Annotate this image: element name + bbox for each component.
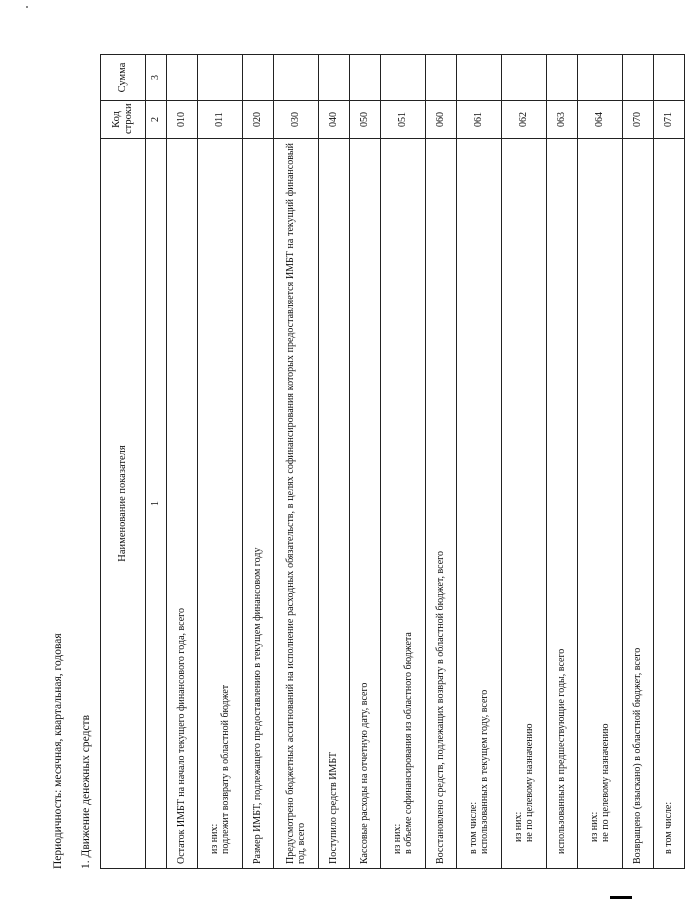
table-row	[547, 55, 578, 869]
row-code: 063	[547, 101, 578, 139]
table-row	[350, 55, 381, 869]
row-sum[interactable]	[243, 55, 274, 101]
header-sum: Сумма	[101, 55, 146, 101]
row-sum[interactable]	[457, 55, 502, 101]
row-sum[interactable]	[198, 55, 243, 101]
row-code: 010	[167, 101, 198, 139]
row-code: 011	[198, 101, 243, 139]
row-name: в том числе: использованных в текущем году, всего	[457, 139, 502, 869]
page-edge-mark	[610, 896, 632, 899]
row-name: из них: не по целевому назначению	[578, 139, 623, 869]
table-row	[198, 55, 243, 869]
row-sum[interactable]	[654, 55, 685, 101]
row-sum[interactable]	[502, 55, 547, 101]
table-row	[167, 55, 198, 869]
row-code: 071	[654, 101, 685, 139]
row-name: Поступило средств ИМБТ	[319, 139, 350, 869]
row-sum[interactable]	[426, 55, 457, 101]
section-title: 1. Движение денежных средств	[80, 715, 92, 869]
table-row	[623, 55, 654, 869]
header-line-code: Код строки	[101, 101, 146, 139]
table-row	[274, 55, 319, 869]
row-code: 030	[274, 101, 319, 139]
row-name: из них: в объеме софинансирования из областного бюджета	[381, 139, 426, 869]
row-code: 040	[319, 101, 350, 139]
table-row	[578, 55, 623, 869]
table-row	[319, 55, 350, 869]
column-number: 2	[146, 101, 167, 139]
row-sum[interactable]	[274, 55, 319, 101]
table-row	[381, 55, 426, 869]
table-row	[426, 55, 457, 869]
row-name: Кассовые расходы на отчетную дату, всего	[350, 139, 381, 869]
row-code: 064	[578, 101, 623, 139]
row-name: Остаток ИМБТ на начало текущего финансового года, всего	[167, 139, 198, 869]
table-row	[502, 55, 547, 869]
table-row	[654, 55, 685, 869]
row-code: 061	[457, 101, 502, 139]
periodicity-line: Периодичность: месячная, квартальная, годовая	[52, 633, 64, 869]
row-code: 050	[350, 101, 381, 139]
table-row	[243, 55, 274, 869]
row-name: в том числе:	[654, 139, 685, 869]
row-name: Возвращено (взыскано) в областной бюджет, всего	[623, 139, 654, 869]
cash-flow-table	[100, 54, 685, 869]
row-sum[interactable]	[623, 55, 654, 101]
row-sum[interactable]	[350, 55, 381, 101]
row-sum[interactable]	[547, 55, 578, 101]
row-code: 062	[502, 101, 547, 139]
row-code: 020	[243, 101, 274, 139]
row-sum[interactable]	[381, 55, 426, 101]
row-name: использованных в предшествующие годы, всего	[547, 139, 578, 869]
row-name: Размер ИМБТ, подлежащего предоставлению в текущем финансовом году	[243, 139, 274, 869]
row-sum[interactable]	[578, 55, 623, 101]
row-name: из них: не по целевому назначению	[502, 139, 547, 869]
row-name: Предусмотрено бюджетных ассигнований на исполнение расходных обязательств, в целях софинансирования которых предоставляется ИМБТ на текущий финансовый год, всего	[274, 139, 319, 869]
column-number: 3	[146, 55, 167, 101]
row-name: из них: подлежит возврату в областной бюджет	[198, 139, 243, 869]
row-code: 060	[426, 101, 457, 139]
header-indicator-name: Наименование показателя	[101, 139, 146, 869]
row-code: 070	[623, 101, 654, 139]
row-code: 051	[381, 101, 426, 139]
column-number: 1	[146, 139, 167, 869]
row-sum[interactable]	[319, 55, 350, 101]
row-sum[interactable]	[167, 55, 198, 101]
table-row	[457, 55, 502, 869]
row-name: Восстановлено средств, подлежащих возврату в областной бюджет, всего	[426, 139, 457, 869]
